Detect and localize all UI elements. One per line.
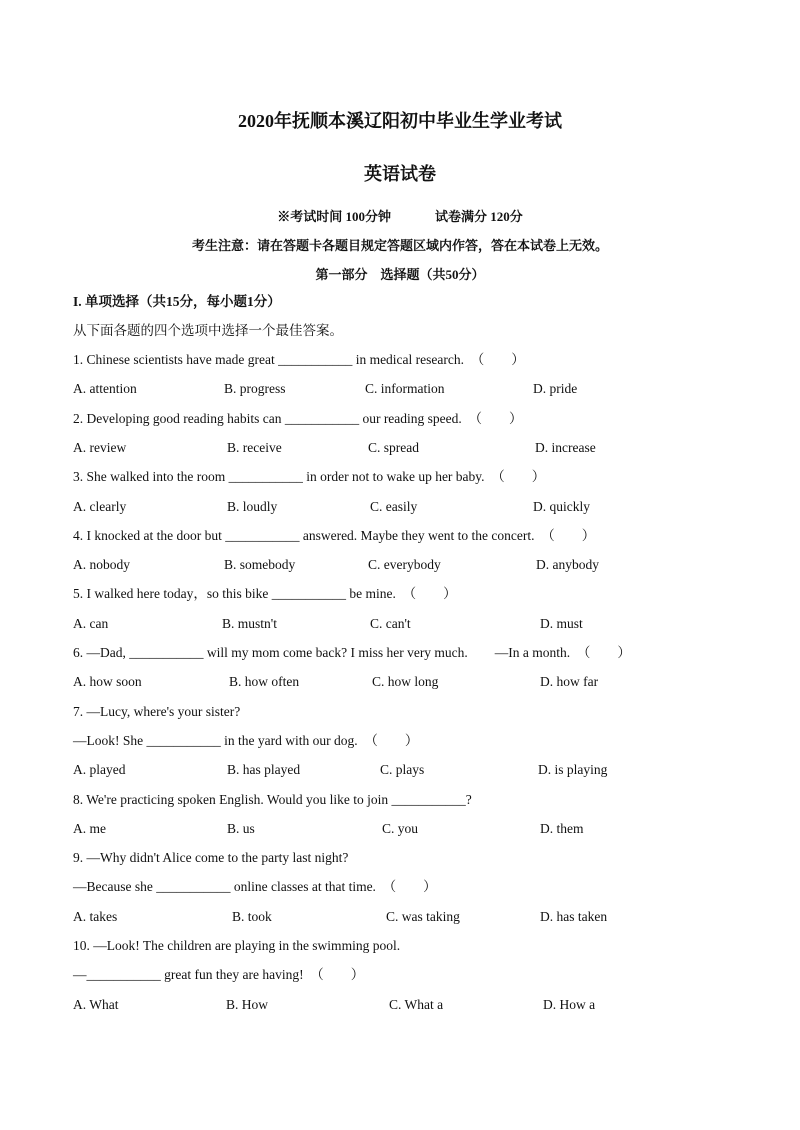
answer-option: A. how soon	[73, 674, 142, 690]
question-stem: 6. —Dad, ___________ will my mom come back? I miss her very much. —In a month. （ ）	[73, 645, 631, 660]
question-dialog-line: —Because she ___________ online classes at that time. （ ）	[73, 879, 437, 895]
answer-option: B. loudly	[227, 498, 278, 514]
answer-option: C. information	[365, 381, 445, 397]
answer-option: D. increase	[535, 439, 596, 455]
answer-option: C. can't	[370, 615, 411, 631]
answer-option: C. everybody	[368, 557, 441, 573]
answer-option: B. has played	[227, 762, 301, 778]
answer-option: C. you	[382, 820, 419, 836]
answer-option: D. how far	[540, 674, 599, 690]
answer-option: A. played	[73, 762, 126, 778]
answer-option: C. plays	[380, 762, 425, 778]
answer-option: B. how often	[229, 674, 300, 690]
question-stem: 9. —Why didn't Alice come to the party last night?	[73, 850, 349, 866]
answer-option: A. takes	[73, 908, 118, 924]
question-stem: 1. Chinese scientists have made great ___________ in medical research. （ ）	[73, 352, 525, 367]
question-dialog-line: —___________ great fun they are having! （ ）	[73, 967, 365, 983]
answer-option: C. how long	[372, 674, 439, 690]
answer-option: D. How a	[543, 996, 596, 1012]
answer-option: A. clearly	[73, 498, 127, 514]
answer-option: D. pride	[533, 381, 578, 397]
answer-option: A. me	[73, 820, 106, 836]
question-stem: 8. We're practicing spoken English. Would you like to join ___________?	[73, 791, 472, 807]
time-info: ※考试时间 100分钟	[277, 209, 391, 224]
score-info: 试卷满分 120分	[435, 209, 523, 224]
answer-option: B. progress	[224, 381, 286, 397]
answer-option: D. has taken	[540, 908, 608, 924]
question-dialog-line: —Look! She ___________ in the yard with our dog. （ ）	[73, 732, 419, 748]
question-stem: 2. Developing good reading habits can ___________ our reading speed. （ ）	[73, 410, 523, 426]
answer-option: A. review	[73, 439, 127, 455]
answer-option: D. must	[540, 615, 583, 631]
answer-option: C. was taking	[386, 908, 460, 924]
question-stem: 3. She walked into the room ___________ in order not to wake up her baby. （ ）	[73, 469, 546, 485]
exam-subtitle: 英语试卷	[364, 164, 436, 184]
question-stem: 10. —Look! The children are playing in the swimming pool.	[73, 938, 401, 953]
answer-option: B. How	[226, 996, 269, 1012]
section-instruction: 从下面各题的四个选项中选择一个最佳答案。	[73, 323, 343, 338]
exam-notice: 考生注意：请在答题卡各题目规定答题区域内作答，答在本试卷上无效。	[191, 238, 608, 253]
answer-option: A. nobody	[73, 557, 130, 573]
answer-option: D. them	[540, 820, 584, 836]
answer-option: C. What a	[389, 996, 444, 1012]
answer-option: C. easily	[370, 498, 418, 514]
answer-option: B. us	[227, 820, 255, 836]
answer-option: C. spread	[368, 439, 419, 455]
answer-option: A. attention	[73, 381, 137, 397]
answer-option: D. is playing	[538, 762, 608, 778]
question-stem: 7. —Lucy, where's your sister?	[73, 703, 241, 719]
part-heading: 第一部分 选择题（共50分）	[315, 267, 485, 282]
answer-option: D. anybody	[536, 557, 599, 573]
answer-option: B. somebody	[224, 557, 296, 573]
answer-option: B. took	[232, 908, 272, 924]
section-title: I. 单项选择（共15分，每小题1分）	[73, 294, 281, 309]
question-stem: 4. I knocked at the door but ___________ answered. Maybe they went to the concert. （ ）	[73, 527, 596, 543]
question-stem: 5. I walked here today，so this bike ___________ be mine. （ ）	[73, 586, 457, 602]
answer-option: A. What	[73, 996, 119, 1012]
exam-info	[0, 206, 800, 225]
answer-option: A. can	[73, 615, 109, 631]
exam-title: 2020年抚顺本溪辽阳初中毕业生学业考试	[238, 111, 562, 131]
answer-option: D. quickly	[533, 498, 590, 514]
answer-option: B. mustn't	[222, 615, 277, 631]
answer-option: B. receive	[227, 439, 282, 455]
